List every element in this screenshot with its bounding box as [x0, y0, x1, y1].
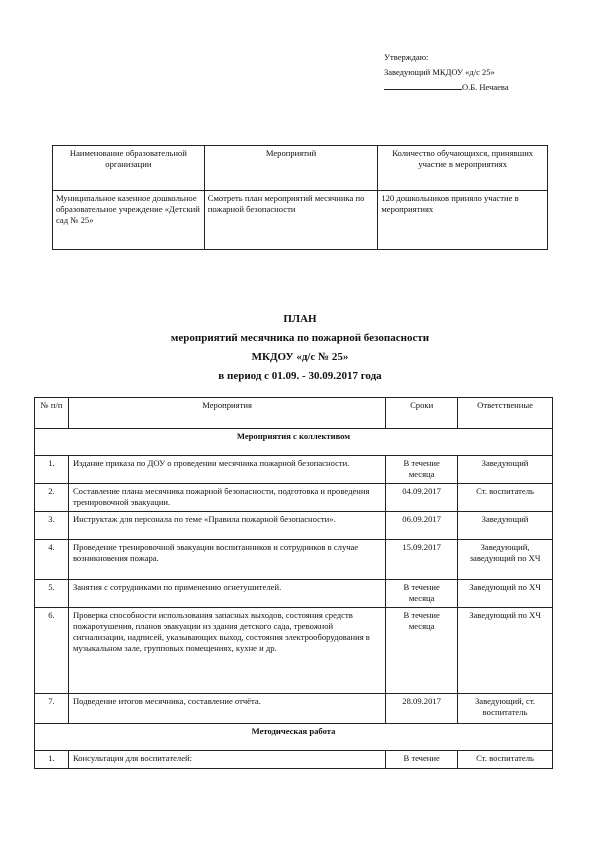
row-event: Издание приказа по ДОУ о проведении месячника пожарной безопасности.	[68, 456, 385, 484]
plan-title-line2: мероприятий месячника по пожарной безопасности	[170, 332, 430, 344]
table-row	[35, 512, 553, 540]
row-num: 6.	[35, 608, 69, 694]
row-num: 3.	[35, 512, 69, 540]
approval-signature	[384, 80, 509, 95]
row-term: 15.09.2017	[386, 540, 458, 580]
row-term: В течение месяца	[386, 608, 458, 694]
header-term: Сроки	[386, 398, 458, 429]
table-row	[35, 456, 553, 484]
row-responsible: Заведующий, заведующий по ХЧ	[458, 540, 553, 580]
approval-name: О.Б. Нечаева	[462, 82, 509, 92]
plan-title-line1: ПЛАН	[283, 313, 317, 325]
row-responsible: Заведующий	[458, 512, 553, 540]
row-num: 7.	[35, 694, 69, 724]
cell-events: Смотреть план мероприятий месячника по пожарной безопасности	[204, 191, 378, 250]
row-num: 1.	[35, 751, 69, 769]
plan-table	[34, 397, 553, 769]
row-event: Проверка способности использования запасных выходов, состояния средств пожаротушения, планов эвакуации из здания детского сада, тревожной сигнализации, надписей, указывающих выход, состояния электрооборудования в музыкальном зале, групповых помещениях, кухне и др.	[68, 608, 385, 694]
row-event: Составление плана месячника пожарной безопасности, подготовка и проведения тренировочной эвакуации.	[68, 484, 385, 512]
row-responsible: Ст. воспитатель	[458, 484, 553, 512]
cell-organization: Муниципальное казенное дошкольное образовательное учреждение «Детский сад № 25»	[53, 191, 205, 250]
header-organization: Наименование образовательной организации	[53, 146, 205, 191]
row-responsible: Ст. воспитатель	[458, 751, 553, 769]
table-row	[35, 694, 553, 724]
row-responsible: Заведующий	[458, 456, 553, 484]
section-row	[35, 724, 553, 751]
table-row	[35, 540, 553, 580]
plan-title-line3: МКДОУ «д/с № 25»	[251, 351, 349, 363]
row-term: В течение месяца	[386, 580, 458, 608]
table-row	[53, 191, 548, 250]
header-responsible: Ответственные	[458, 398, 553, 429]
row-event: Инструктаж для персонала по теме «Правила пожарной безопасности».	[68, 512, 385, 540]
plan-title	[52, 310, 548, 386]
row-term: В течение	[386, 751, 458, 769]
cell-participants: 120 дошкольников приняло участие в мероприятиях	[378, 191, 548, 250]
table-row	[35, 608, 553, 694]
row-event: Проведение тренировочной эвакуации воспитанников и сотрудников в случае возникновения пожара.	[68, 540, 385, 580]
header-participants: Количество обучающихся, принявших участие в мероприятиях	[378, 146, 548, 191]
row-num: 1.	[35, 456, 69, 484]
row-event: Подведение итогов месячника, составление отчёта.	[68, 694, 385, 724]
section-title-methodical: Методическая работа	[35, 724, 553, 751]
table-row	[35, 484, 553, 512]
row-num: 4.	[35, 540, 69, 580]
row-num: 5.	[35, 580, 69, 608]
approval-position: Заведующий МКДОУ «д/с 25»	[384, 67, 495, 77]
row-term: В течение месяца	[386, 456, 458, 484]
approval-block	[384, 50, 509, 95]
row-responsible: Заведующий, ст. воспитатель	[458, 694, 553, 724]
plan-title-line4: в период с 01.09. - 30.09.2017 года	[218, 370, 382, 382]
row-term: 28.09.2017	[386, 694, 458, 724]
section-row	[35, 429, 553, 456]
table-row	[35, 751, 553, 769]
row-num: 2.	[35, 484, 69, 512]
approval-title: Утверждаю:	[384, 52, 429, 62]
table-header-row	[35, 398, 553, 429]
participation-table	[52, 145, 548, 250]
row-term: 06.09.2017	[386, 512, 458, 540]
row-event: Консультация для воспитателей:	[68, 751, 385, 769]
header-num: № п/п	[35, 398, 69, 429]
header-event: Мероприятия	[68, 398, 385, 429]
table-header-row	[53, 146, 548, 191]
table-row	[35, 580, 553, 608]
row-responsible: Заведующий по ХЧ	[458, 608, 553, 694]
signature-line	[384, 80, 462, 90]
row-responsible: Заведующий по ХЧ	[458, 580, 553, 608]
section-title-collective: Мероприятия с коллективом	[35, 429, 553, 456]
row-event: Занятия с сотрудниками по применению огнетушителей.	[68, 580, 385, 608]
header-events: Мероприятий	[204, 146, 378, 191]
row-term: 04.09.2017	[386, 484, 458, 512]
